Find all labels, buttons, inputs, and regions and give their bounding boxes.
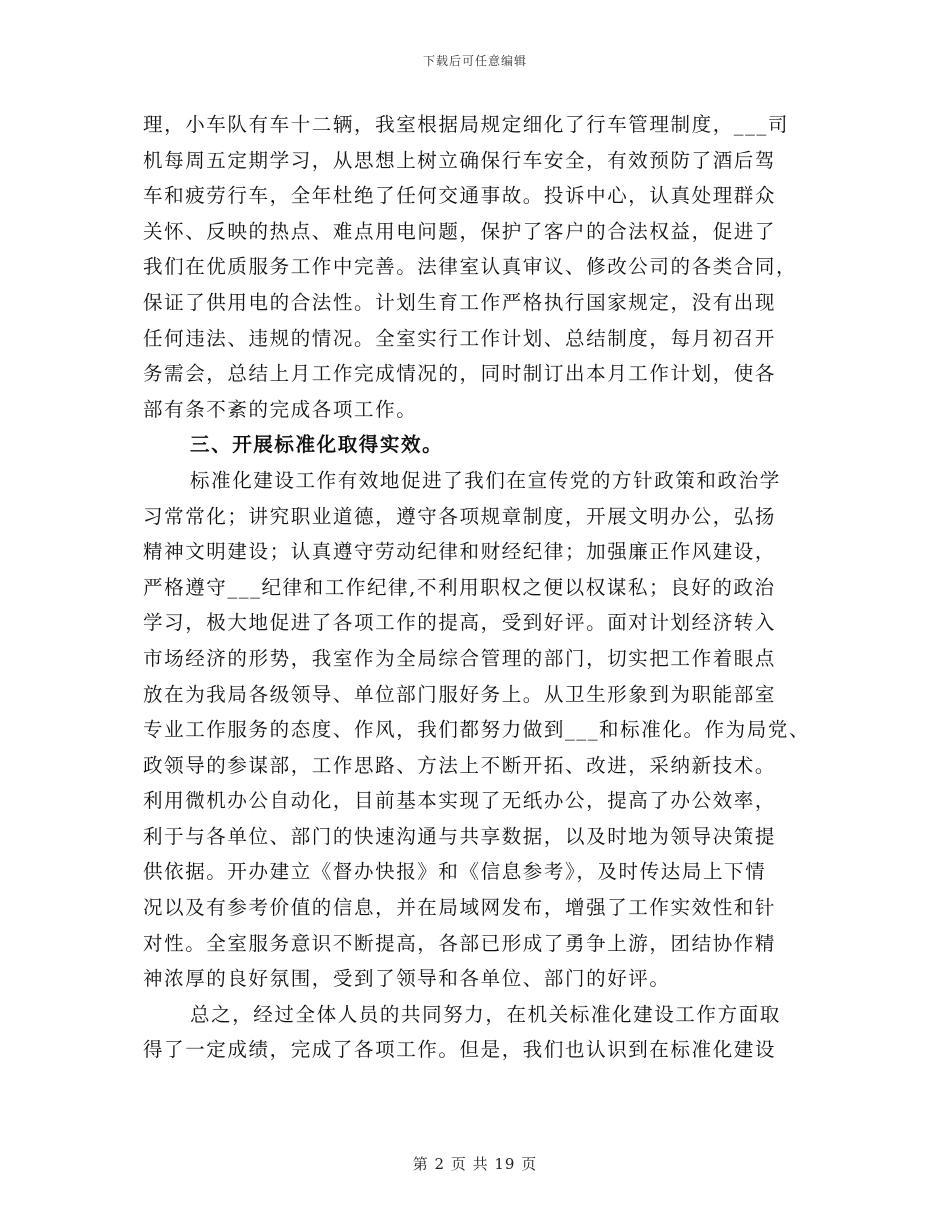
body-line: 保证了供用电的合法性。计划生育工作严格执行国家规定，没有出现 [143,290,777,314]
body-line: 车和疲劳行车，全年杜绝了任何交通事故。投诉中心，认真处理群众 [143,184,777,208]
body-line: 严格遵守___纪律和工作纪律,不利用职权之便以权谋私；良好的政治 [143,575,776,599]
body-line: 总之，经过全体人员的共同努力，在机关标准化建设工作方面取 [190,1002,781,1026]
body-line: 理，小车队有车十二辆，我室根据局规定细化了行车管理制度，___司 [143,113,789,136]
body-line: 得了一定成绩，完成了各项工作。但是，我们也认识到在标准化建设 [143,1038,777,1062]
body-line: 务需会，总结上月工作完成情况的，同时制订出本月工作计划，使各 [143,362,777,386]
body-line: 机每周五定期学习，从思想上树立确保行车安全，有效预防了酒后驾 [143,148,777,172]
body-line: 精神文明建设；认真遵守劳动纪律和财经纪律；加强廉正作风建设， [143,540,777,564]
body-line: 对性。全室服务意识不断提高，各部已形成了勇争上游，团结协作精 [143,931,777,955]
body-line: 政领导的参谋部，工作思路、方法上不断开拓、改进，采纳新技术。 [143,753,777,777]
body-line: 学习，极大地促进了各项工作的提高，受到好评。面对计划经济转入 [143,611,777,635]
body-line: 任何违法、违规的情况。全室实行工作计划、总结制度，每月初召开 [143,326,777,350]
body-line: 供依据。开办建立《督办快报》和《信息参考》，及时传达局上下情 [143,860,767,884]
body-line: 我们在优质服务工作中完善。法律室认真审议、修改公司的各类合同， [143,255,798,279]
body-line: 神浓厚的良好氛围，受到了领导和各单位、部门的好评。 [143,967,671,991]
section-heading: 三、开展标准化取得实效。 [190,433,444,457]
body-line: 标准化建设工作有效地促进了我们在宣传党的方针政策和政治学 [190,468,781,492]
page-footer: 第 2 页 共 19 页 [412,1155,538,1173]
page-header: 下载后可任意编辑 [422,54,527,68]
body-line: 利用微机办公自动化，目前基本实现了无纸办公，提高了办公效率， [143,789,777,813]
body-line: 部有条不紊的完成各项工作。 [143,397,418,421]
document-body [143,107,823,1068]
body-line: 利于与各单位、部门的快速沟通与共享数据，以及时地为领导决策提 [143,824,777,848]
body-line: 放在为我局各级领导、单位部门服好务上。从卫生形象到为职能部室 [143,682,777,706]
body-line: 专业工作服务的态度、作风，我们都努力做到___和标准化。作为局党、 [143,718,811,742]
body-line: 习常常化；讲究职业道德，遵守各项规章制度，开展文明办公，弘扬 [143,504,777,528]
body-line: 市场经济的形势，我室作为全局综合管理的部门，切实把工作着眼点 [143,646,777,670]
body-line: 关怀、反映的热点、难点用电问题，保护了客户的合法权益，促进了 [143,219,777,243]
body-line: 况以及有参考价值的信息，并在局域网发布，增强了工作实效性和针 [143,896,777,920]
